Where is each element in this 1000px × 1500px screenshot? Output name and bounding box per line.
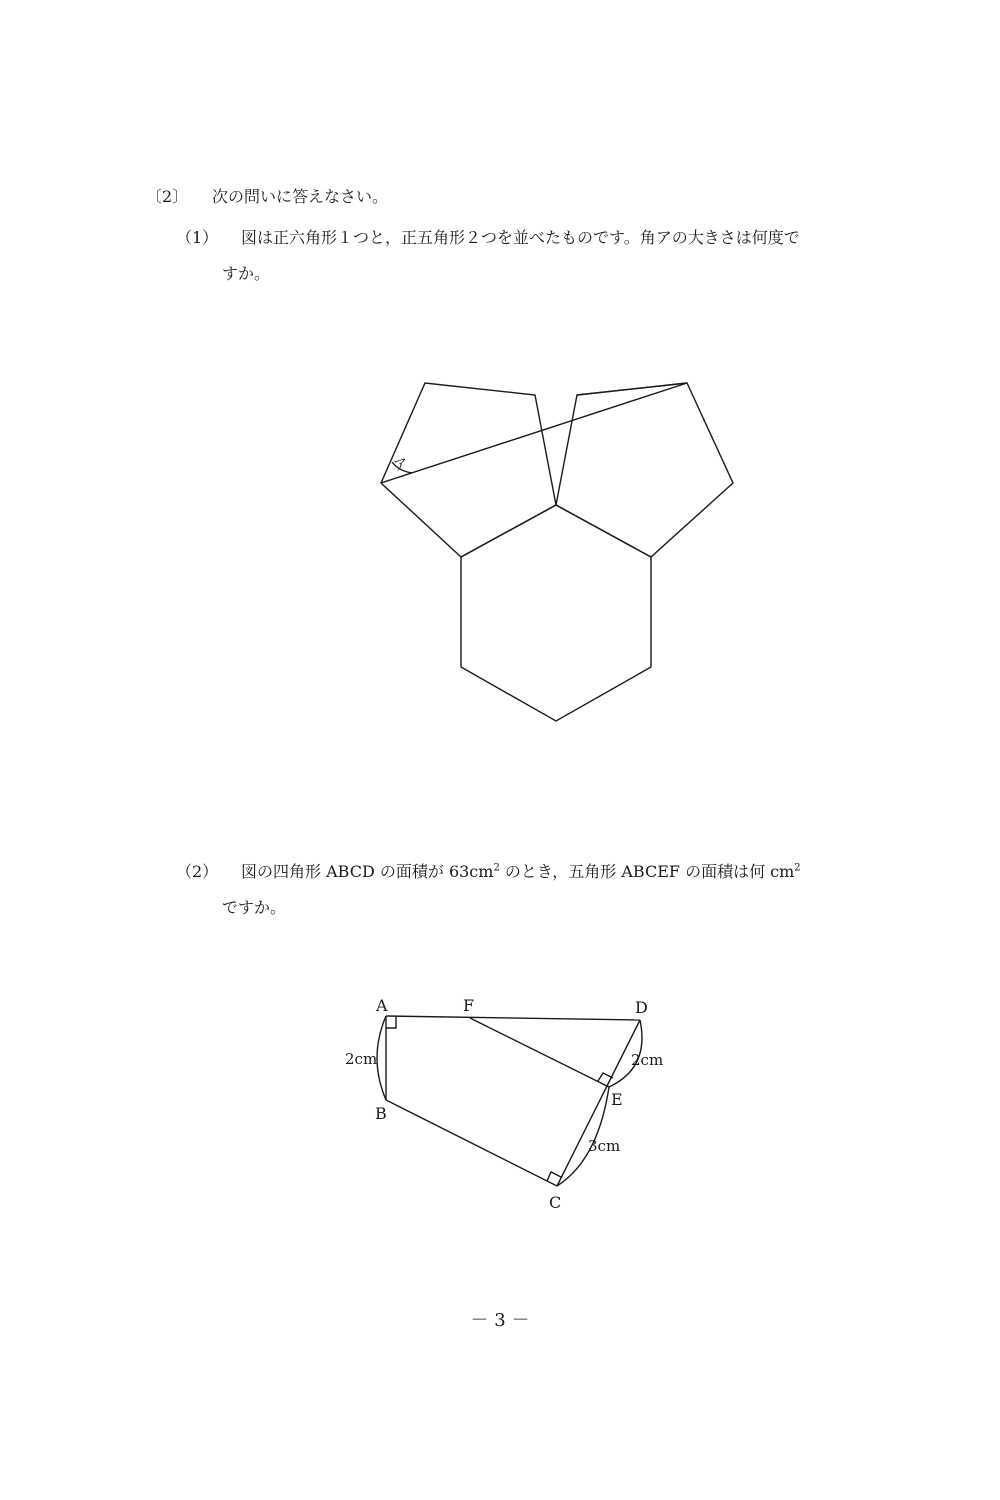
length-label-ec: 3cm: [588, 1137, 621, 1155]
length-label-de: 2cm: [631, 1051, 664, 1069]
edge-bc: [386, 1100, 557, 1186]
label-b: B: [375, 1104, 387, 1123]
label-d: D: [635, 998, 648, 1017]
edge-ad: [386, 1016, 640, 1020]
question-2-text-line-2: ですか。: [222, 898, 287, 917]
right-regular-pentagon: [556, 383, 733, 557]
right-angle-mark-c: [547, 1172, 561, 1181]
angle-a-label: ア: [391, 454, 410, 476]
page-number: － 3 －: [470, 1310, 530, 1331]
label-c: C: [549, 1193, 562, 1212]
figure-2-quadrilateral: [377, 1016, 642, 1186]
edge-cd: [557, 1020, 640, 1186]
right-angle-mark-a: [386, 1017, 396, 1028]
length-label-ab: 2cm: [345, 1050, 378, 1068]
section-number: 〔2〕: [146, 187, 189, 206]
question-2-text-part-2: のとき，五角形 ABCEF の面積は何 cm: [499, 862, 795, 881]
question-1-text-line-2: すか。: [222, 264, 271, 283]
label-e: E: [611, 1090, 623, 1109]
regular-hexagon: [461, 505, 651, 721]
diagonal-line-left: [381, 383, 687, 483]
superscript-2-first: 2: [493, 862, 500, 874]
figure-1-hexagon-pentagons: [381, 383, 733, 721]
section-instruction: 次の問いに答えなさい。: [212, 187, 389, 206]
question-1-text-line-1: 図は正六角形１つと，正五角形２つを並べたものです。角アの大きさは何度で: [241, 228, 800, 247]
edge-fe: [470, 1018, 609, 1087]
label-a: A: [376, 996, 388, 1015]
superscript-2-second: 2: [794, 862, 801, 874]
arc-ab-2cm: [377, 1016, 386, 1100]
question-1-number: （1）: [176, 228, 219, 247]
label-f: F: [463, 996, 475, 1015]
question-2-number: （2）: [176, 862, 219, 881]
question-2-text-part-1: 図の四角形 ABCD の面積が 63cm: [241, 862, 494, 881]
